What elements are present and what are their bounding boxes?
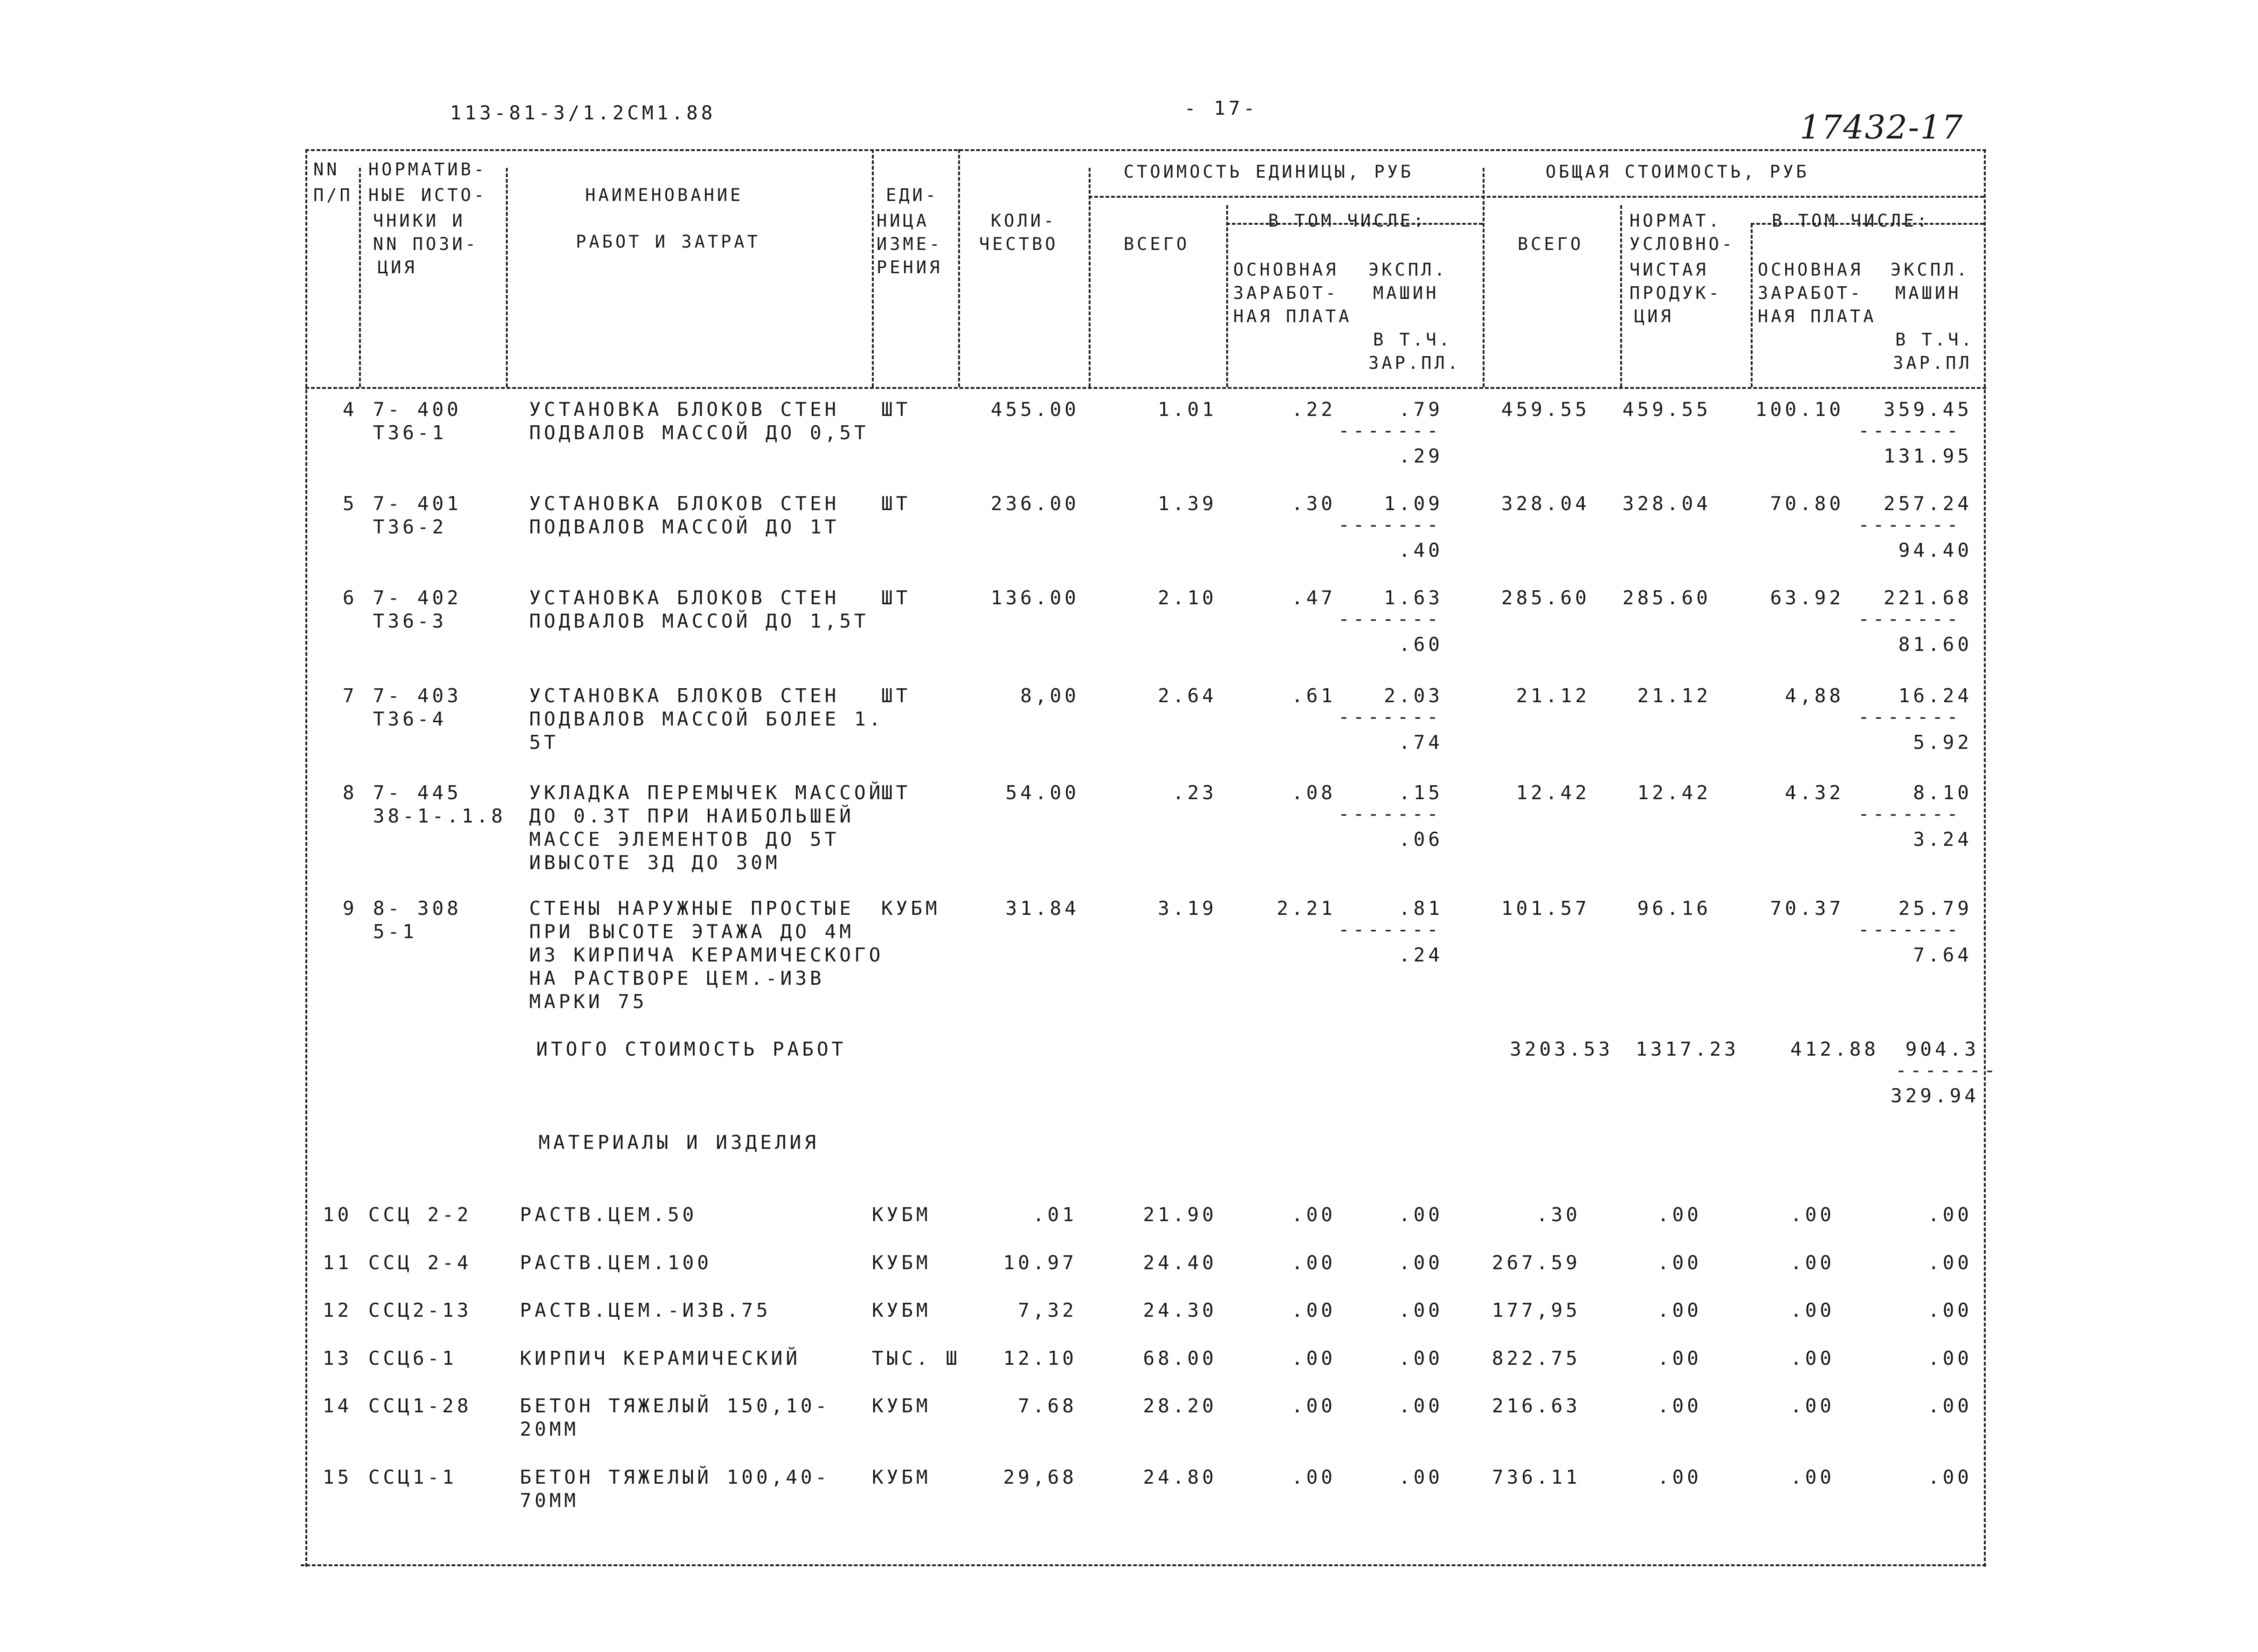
row-code: 38-1-.1.8 — [373, 805, 506, 827]
row-unit-eksp: 2.03 — [1384, 684, 1443, 707]
row-total-eksp-zp: 3.24 — [1913, 828, 1972, 850]
row-qty: .01 — [1032, 1203, 1077, 1226]
row-name: ДО 0.3Т ПРИ НАИБОЛЬШЕЙ — [529, 805, 855, 827]
row-total-eksp-zp: 81.60 — [1898, 633, 1972, 656]
row-unit-eksp-zp: .06 — [1398, 828, 1443, 850]
row-name: БЕТОН ТЯЖЕЛЫЙ 150,10- — [520, 1395, 830, 1417]
row-unit-eksp: .81 — [1398, 897, 1443, 919]
header-norm: ЧНИКИ И — [373, 211, 465, 231]
row-number: 7 — [343, 684, 358, 707]
row-unit-osn: .00 — [1291, 1347, 1336, 1369]
row-qty: 236.00 — [990, 492, 1079, 515]
row-code: 7- 401 — [373, 492, 462, 515]
row-unit-total: 28.20 — [1143, 1395, 1217, 1417]
row-name: 70ММ — [520, 1489, 579, 1512]
row-total-norm: .00 — [1657, 1203, 1702, 1226]
row-qty: 29,68 — [1003, 1466, 1077, 1488]
row-unit-eksp-zp: .60 — [1398, 633, 1443, 656]
header-norm: ЦИЯ — [378, 257, 417, 277]
row-total-osn: 4.32 — [1785, 781, 1844, 804]
header-vsego-total: ВСЕГО — [1518, 234, 1584, 254]
document-code: 113-81-3/1.2СМ1.88 — [450, 102, 716, 124]
row-total: 216.63 — [1492, 1395, 1581, 1417]
header-vtch: В Т.Ч. — [1373, 330, 1452, 350]
row-name: НА РАСТВОРЕ ЦЕМ.-ИЗВ — [529, 967, 825, 989]
row-qty: 7.68 — [1018, 1395, 1077, 1417]
header-osn-zp2: ОСНОВНАЯ — [1758, 260, 1864, 280]
dash-separator: ------- — [1858, 705, 1961, 728]
header-divider — [872, 149, 874, 387]
table-right-border — [1984, 149, 1986, 1567]
row-name: 5Т — [529, 731, 559, 753]
row-qty: 12.10 — [1003, 1347, 1077, 1369]
row-qty: 7,32 — [1018, 1299, 1077, 1321]
row-unit: ШТ — [881, 398, 911, 421]
header-osn-zp2: ЗАРАБОТ- — [1758, 283, 1864, 303]
row-total-norm: .00 — [1657, 1347, 1702, 1369]
row-total: .30 — [1536, 1203, 1581, 1226]
row-name: МАРКИ 75 — [529, 990, 648, 1013]
header-name: РАБОТ И ЗАТРАТ — [576, 232, 760, 252]
header-total-cost: ОБЩАЯ СТОИМОСТЬ, РУБ — [1546, 162, 1809, 182]
row-name: ПОДВАЛОВ МАССОЙ БОЛЕЕ 1. — [529, 708, 884, 730]
header-divider — [1089, 168, 1091, 387]
row-code: 5-1 — [373, 920, 418, 943]
row-total-norm: 459.55 — [1622, 398, 1711, 421]
materials-heading: МАТЕРИАЛЫ И ИЗДЕЛИЯ — [539, 1131, 819, 1154]
header-norm: NN ПОЗИ- — [373, 234, 479, 254]
row-number: 10 — [323, 1203, 352, 1226]
row-code: ССЦ 2-2 — [368, 1203, 472, 1226]
row-total-osn: 70.37 — [1770, 897, 1844, 919]
row-unit: КУБМ — [872, 1466, 931, 1488]
header-unit: ИЗМЕ- — [877, 234, 943, 254]
row-unit-osn: .47 — [1291, 587, 1336, 609]
header-unit-cost: СТОИМОСТЬ ЕДИНИЦЫ, РУБ — [1124, 162, 1414, 182]
row-number: 8 — [343, 781, 358, 804]
row-unit-osn: .00 — [1291, 1395, 1336, 1417]
row-unit: КУБМ — [872, 1299, 931, 1321]
header-nn: П/П — [313, 185, 353, 205]
row-total: 328.04 — [1501, 492, 1590, 515]
dash-separator: ------- — [1858, 918, 1961, 940]
row-qty: 455.00 — [990, 398, 1079, 421]
row-unit-total: 2.10 — [1158, 587, 1217, 609]
row-unit-osn: .30 — [1291, 492, 1336, 515]
total-label: ИТОГО СТОИМОСТЬ РАБОТ — [536, 1038, 847, 1060]
row-total-eksp-zp: 94.40 — [1898, 539, 1972, 561]
row-code: Т36-2 — [373, 516, 447, 538]
row-total-osn: 63.92 — [1770, 587, 1844, 609]
dash-separator: ------- — [1858, 513, 1961, 536]
row-total: 177,95 — [1492, 1299, 1581, 1321]
row-total-osn: 4,88 — [1785, 684, 1844, 707]
row-code: Т36-3 — [373, 610, 447, 632]
row-unit-osn: 2.21 — [1277, 897, 1336, 919]
row-unit-eksp: 1.09 — [1384, 492, 1443, 515]
header-v-tom-chisle2: В ТОМ ЧИСЛЕ: — [1772, 211, 1930, 231]
row-unit-eksp: .00 — [1398, 1347, 1443, 1369]
row-unit-osn: .00 — [1291, 1299, 1336, 1321]
row-number: 12 — [323, 1299, 352, 1321]
row-unit: ШТ — [881, 684, 911, 707]
header-divider — [1226, 205, 1228, 387]
header-norm-chist: ЧИСТАЯ — [1630, 260, 1709, 280]
row-name: УСТАНОВКА БЛОКОВ СТЕН — [529, 684, 840, 707]
row-code: 7- 403 — [373, 684, 462, 707]
row-name: РАСТВ.ЦЕМ.50 — [520, 1203, 697, 1226]
row-unit-eksp-zp: .29 — [1398, 445, 1443, 467]
row-total: 285.60 — [1501, 587, 1590, 609]
row-number: 14 — [323, 1395, 352, 1417]
row-unit-eksp: .00 — [1398, 1395, 1443, 1417]
row-code: ССЦ 2-4 — [368, 1251, 472, 1274]
row-qty: 54.00 — [1005, 781, 1079, 804]
row-unit-total: 21.90 — [1143, 1203, 1217, 1226]
row-unit: КУБМ — [872, 1203, 931, 1226]
row-unit: ШТ — [881, 492, 911, 515]
row-total-osn: 70.80 — [1770, 492, 1844, 515]
row-unit-eksp: .00 — [1398, 1299, 1443, 1321]
header-unit: РЕНИЯ — [877, 257, 943, 277]
row-number: 4 — [343, 398, 358, 421]
total-dash: ------- — [1895, 1059, 1999, 1081]
row-total-eksp: 359.45 — [1883, 398, 1972, 421]
row-name: РАСТВ.ЦЕМ.100 — [520, 1251, 712, 1274]
row-total-norm: 12.42 — [1637, 781, 1711, 804]
row-total-osn: .00 — [1790, 1466, 1835, 1488]
total-amount: 3203.53 — [1510, 1038, 1613, 1060]
row-unit: КУБМ — [872, 1395, 931, 1417]
header-name: НАИМЕНОВАНИЕ — [585, 185, 744, 205]
row-total-osn: .00 — [1790, 1395, 1835, 1417]
row-unit-osn: .22 — [1291, 398, 1336, 421]
row-qty: 31.84 — [1005, 897, 1079, 919]
row-total-norm: .00 — [1657, 1299, 1702, 1321]
row-total-eksp: .00 — [1927, 1251, 1972, 1274]
row-name: ПОДВАЛОВ МАССОЙ ДО 0,5Т — [529, 422, 869, 444]
header-divider-h — [1089, 196, 1984, 198]
row-total-osn: 100.10 — [1755, 398, 1844, 421]
row-unit: КУБМ — [881, 897, 940, 919]
dash-separator: ------- — [1858, 608, 1961, 630]
row-total-norm: .00 — [1657, 1466, 1702, 1488]
row-total-norm: 285.60 — [1622, 587, 1711, 609]
row-total-eksp: 8.10 — [1913, 781, 1972, 804]
table-bottom-border — [301, 1564, 1986, 1566]
row-unit-total: 24.80 — [1143, 1466, 1217, 1488]
header-eksp: МАШИН — [1373, 283, 1439, 303]
row-code: ССЦ6-1 — [368, 1347, 457, 1369]
dash-separator: ------- — [1338, 802, 1442, 825]
dash-separator: ------- — [1338, 918, 1442, 940]
row-total-osn: .00 — [1790, 1347, 1835, 1369]
row-unit-total: 3.19 — [1158, 897, 1217, 919]
header-qty: ЧЕСТВО — [979, 234, 1058, 254]
header-nn: NN — [313, 159, 340, 180]
row-total-eksp: .00 — [1927, 1203, 1972, 1226]
row-code: 7- 402 — [373, 587, 462, 609]
row-code: ССЦ1-1 — [368, 1466, 457, 1488]
header-osn-zp: ОСНОВНАЯ — [1233, 260, 1339, 280]
table-top-border — [305, 149, 1986, 151]
row-unit-eksp: .15 — [1398, 781, 1443, 804]
header-osn-zp: ЗАРАБОТ- — [1233, 283, 1339, 303]
row-number: 13 — [323, 1347, 352, 1369]
row-total: 459.55 — [1501, 398, 1590, 421]
row-name: УСТАНОВКА БЛОКОВ СТЕН — [529, 398, 840, 421]
row-total-eksp: .00 — [1927, 1347, 1972, 1369]
row-qty: 136.00 — [990, 587, 1079, 609]
row-name: БЕТОН ТЯЖЕЛЫЙ 100,40- — [520, 1466, 830, 1488]
row-unit: ШТ — [881, 587, 911, 609]
row-name: УКЛАДКА ПЕРЕМЫЧЕК МАССОЙ — [529, 781, 884, 804]
header-bottom-border — [305, 387, 1986, 389]
row-total-osn: .00 — [1790, 1203, 1835, 1226]
row-total: 12.42 — [1516, 781, 1590, 804]
row-total: 822.75 — [1492, 1347, 1581, 1369]
header-divider — [1483, 168, 1485, 387]
row-total-norm: 96.16 — [1637, 897, 1711, 919]
row-name: ИЗ КИРПИЧА КЕРАМИЧЕСКОГО — [529, 944, 884, 966]
total-eksp-zp: 329.94 — [1890, 1085, 1979, 1107]
total-eksp: 904.3 — [1905, 1038, 1979, 1060]
total-osn: 412.88 — [1790, 1038, 1879, 1060]
row-total-osn: .00 — [1790, 1251, 1835, 1274]
row-name: УСТАНОВКА БЛОКОВ СТЕН — [529, 587, 840, 609]
row-total-norm: 21.12 — [1637, 684, 1711, 707]
header-v-tom-chisle: В ТОМ ЧИСЛЕ: — [1268, 211, 1427, 231]
row-total-eksp-zp: 7.64 — [1913, 944, 1972, 966]
row-unit-eksp: .79 — [1398, 398, 1443, 421]
header-vtch: ЗАР.ПЛ. — [1368, 353, 1461, 373]
dash-separator: ------- — [1338, 513, 1442, 536]
row-total: 736.11 — [1492, 1466, 1581, 1488]
row-total: 21.12 — [1516, 684, 1590, 707]
dash-separator: ------- — [1858, 802, 1961, 825]
row-total-eksp: 25.79 — [1898, 897, 1972, 919]
row-code: 7- 445 — [373, 781, 462, 804]
row-qty: 10.97 — [1003, 1251, 1077, 1274]
dash-separator: ------- — [1858, 419, 1961, 442]
header-osn-zp: НАЯ ПЛАТА — [1233, 306, 1352, 326]
row-unit-osn: .00 — [1291, 1251, 1336, 1274]
row-name: СТЕНЫ НАРУЖНЫЕ ПРОСТЫЕ — [529, 897, 855, 919]
row-code: ССЦ2-13 — [368, 1299, 472, 1321]
header-unit: НИЦА — [877, 211, 930, 231]
header-vtch2: ЗАР.ПЛ — [1893, 353, 1972, 373]
table-left-border — [305, 149, 307, 1567]
row-unit-eksp: .00 — [1398, 1251, 1443, 1274]
row-unit-osn: .08 — [1291, 781, 1336, 804]
row-name: ПОДВАЛОВ МАССОЙ ДО 1Т — [529, 516, 840, 538]
header-divider — [506, 168, 508, 387]
row-total-eksp-zp: 131.95 — [1883, 445, 1972, 467]
row-code: 8- 308 — [373, 897, 462, 919]
row-total-eksp: .00 — [1927, 1395, 1972, 1417]
row-number: 6 — [343, 587, 358, 609]
row-code: Т36-1 — [373, 422, 447, 444]
header-norm: НОРМАТИВ- — [368, 159, 487, 180]
total-norm: 1317.23 — [1636, 1038, 1739, 1060]
row-total-norm: .00 — [1657, 1395, 1702, 1417]
handwritten-number: 17432-17 — [1800, 108, 1964, 146]
header-eksp2: МАШИН — [1895, 283, 1961, 303]
row-name: ПРИ ВЫСОТЕ ЭТАЖА ДО 4М — [529, 920, 855, 943]
header-divider — [1751, 224, 1753, 387]
row-unit-total: 24.30 — [1143, 1299, 1217, 1321]
header-divider — [958, 149, 960, 387]
row-total-eksp: .00 — [1927, 1299, 1972, 1321]
row-unit-osn: .61 — [1291, 684, 1336, 707]
row-code: ССЦ1-28 — [368, 1395, 472, 1417]
row-name: ИВЫСОТЕ ЗД ДО 30М — [529, 851, 780, 874]
row-total-eksp: 257.24 — [1883, 492, 1972, 515]
header-norm-chist: НОРМАТ. — [1630, 211, 1722, 231]
row-name: УСТАНОВКА БЛОКОВ СТЕН — [529, 492, 840, 515]
row-total-osn: .00 — [1790, 1299, 1835, 1321]
row-unit-total: 68.00 — [1143, 1347, 1217, 1369]
row-unit-eksp: .00 — [1398, 1203, 1443, 1226]
row-unit-eksp-zp: .24 — [1398, 944, 1443, 966]
row-number: 9 — [343, 897, 358, 919]
row-code: Т36-4 — [373, 708, 447, 730]
row-unit: КУБМ — [872, 1251, 931, 1274]
header-divider — [1620, 205, 1622, 387]
header-norm-chist: УСЛОВНО- — [1630, 234, 1735, 254]
header-osn-zp2: НАЯ ПЛАТА — [1758, 306, 1877, 326]
header-vsego: ВСЕГО — [1124, 234, 1190, 254]
row-number: 11 — [323, 1251, 352, 1274]
header-norm: НЫЕ ИСТО- — [368, 185, 487, 205]
row-unit-osn: .00 — [1291, 1203, 1336, 1226]
row-unit: ТЫС. Ш — [872, 1347, 961, 1369]
header-vtch2: В Т.Ч. — [1895, 330, 1975, 350]
row-name: КИРПИЧ КЕРАМИЧЕСКИЙ — [520, 1347, 801, 1369]
row-unit: ШТ — [881, 781, 911, 804]
header-eksp2: ЭКСПЛ. — [1891, 260, 1970, 280]
row-number: 5 — [343, 492, 358, 515]
row-unit-eksp-zp: .40 — [1398, 539, 1443, 561]
row-qty: 8,00 — [1020, 684, 1079, 707]
row-unit-osn: .00 — [1291, 1466, 1336, 1488]
header-unit: ЕДИ- — [886, 185, 939, 205]
dash-separator: ------- — [1338, 608, 1442, 630]
row-code: 7- 400 — [373, 398, 462, 421]
page-number: - 17- — [1184, 97, 1258, 119]
row-total-norm: .00 — [1657, 1251, 1702, 1274]
row-total-eksp-zp: 5.92 — [1913, 731, 1972, 753]
row-total-eksp: .00 — [1927, 1466, 1972, 1488]
row-name: ПОДВАЛОВ МАССОЙ ДО 1,5Т — [529, 610, 869, 632]
row-unit-eksp-zp: .74 — [1398, 731, 1443, 753]
row-total-eksp: 16.24 — [1898, 684, 1972, 707]
row-name: МАССЕ ЭЛЕМЕНТОВ ДО 5Т — [529, 828, 840, 850]
row-number: 15 — [323, 1466, 352, 1488]
row-unit-eksp: .00 — [1398, 1466, 1443, 1488]
header-norm-chist: ЦИЯ — [1634, 306, 1674, 326]
dash-separator: ------- — [1338, 419, 1442, 442]
header-qty: КОЛИ- — [991, 211, 1057, 231]
row-unit-total: 1.39 — [1158, 492, 1217, 515]
row-unit-total: 2.64 — [1158, 684, 1217, 707]
row-total-norm: 328.04 — [1622, 492, 1711, 515]
row-total-eksp: 221.68 — [1883, 587, 1972, 609]
row-unit-eksp: 1.63 — [1384, 587, 1443, 609]
header-norm-chist: ПРОДУК- — [1630, 283, 1722, 303]
header-divider — [359, 168, 361, 387]
dash-separator: ------- — [1338, 705, 1442, 728]
row-total: 101.57 — [1501, 897, 1590, 919]
row-unit-total: .23 — [1172, 781, 1217, 804]
row-name: 20ММ — [520, 1418, 579, 1440]
row-name: РАСТВ.ЦЕМ.-ИЗВ.75 — [520, 1299, 771, 1321]
header-eksp: ЭКСПЛ. — [1368, 260, 1448, 280]
row-unit-total: 1.01 — [1158, 398, 1217, 421]
row-total: 267.59 — [1492, 1251, 1581, 1274]
row-unit-total: 24.40 — [1143, 1251, 1217, 1274]
